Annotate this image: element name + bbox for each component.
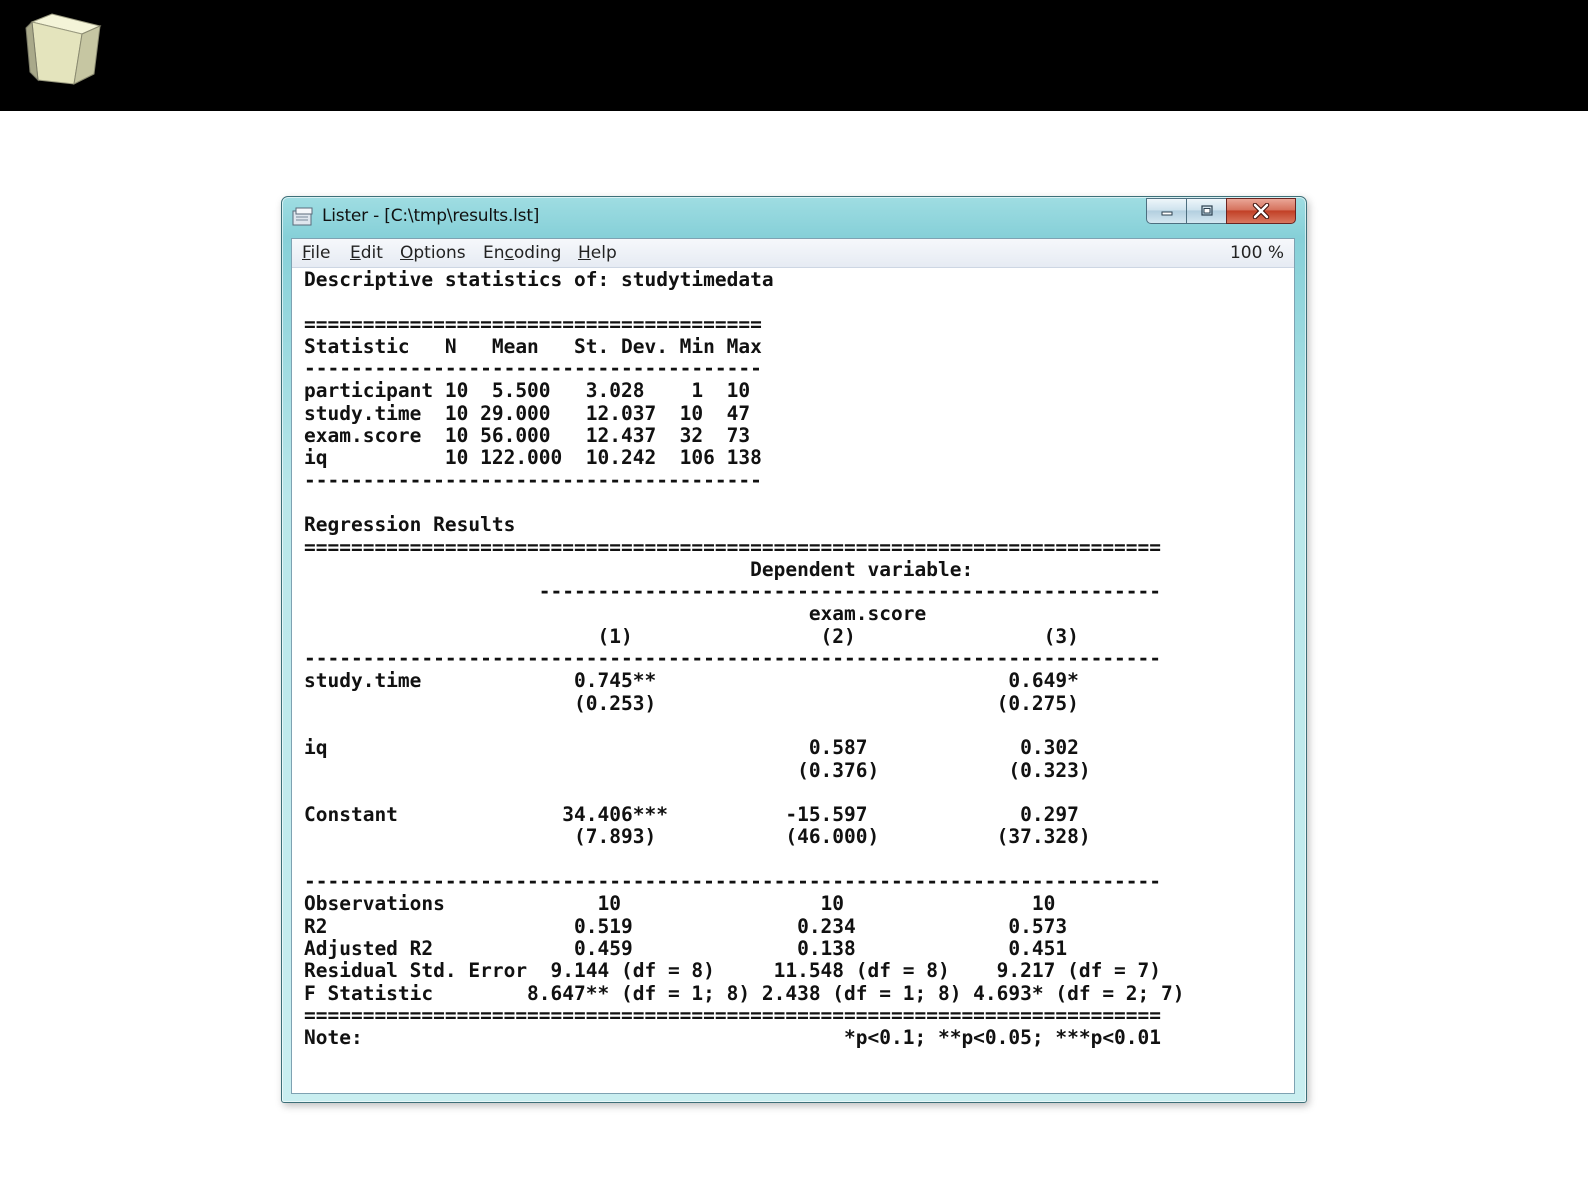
output-line: ------------------------------------------------------------------------- [304,870,1162,894]
output-line [304,291,1185,313]
output-line: exam.score 10 56.000 12.437 32 73 [304,424,751,448]
output-line: (0.376) (0.323) [304,758,1091,782]
output-line: Descriptive statistics of: studytimedata [304,268,774,291]
menu-file[interactable]: File [302,243,331,263]
output-line: exam.score [304,602,927,626]
menu-encoding[interactable]: Encoding [483,243,562,263]
slide-header-bar [0,0,1588,111]
lister-app-icon [292,207,314,227]
output-line: ========================================================================= [304,1003,1162,1027]
output-line: study.time 10 29.000 12.037 10 47 [304,401,751,425]
menu-options[interactable]: Options [400,243,466,263]
output-line: Adjusted R2 0.459 0.138 0.451 [304,936,1068,960]
output-line: Regression Results [304,513,516,537]
caption-buttons [1146,198,1296,225]
maximize-button[interactable] [1186,198,1226,224]
output-line [304,849,1185,871]
maximize-icon [1199,204,1215,218]
menu-edit[interactable]: Edit [350,243,383,263]
minimize-icon [1159,205,1175,217]
output-line: participant 10 5.500 3.028 1 10 [304,379,751,403]
results-text [304,269,1185,1049]
output-line: F Statistic 8.647** (df = 1; 8) 2.438 (df = 1; 8) 4.693* (df = 2; 7) [304,981,1185,1005]
output-line: (0.253) (0.275) [304,691,1079,715]
output-line: iq 10 122.000 10.242 106 138 [304,446,762,470]
zoom-level[interactable]: 100 % [1229,243,1284,263]
close-button[interactable] [1226,198,1296,224]
output-line: R2 0.519 0.234 0.573 [304,914,1068,938]
close-icon [1251,203,1271,219]
output-line: --------------------------------------- [304,357,762,381]
output-line: ------------------------------------------------------------------------- [304,647,1162,671]
output-line: ========================================================================= [304,535,1162,559]
output-line: (7.893) (46.000) (37.328) [304,825,1091,849]
output-line: Constant 34.406*** -15.597 0.297 [304,803,1079,827]
output-line: Note: *p<0.1; **p<0.05; ***p<0.01 [304,1026,1162,1050]
output-line [304,715,1185,737]
output-line: iq 0.587 0.302 [304,736,1079,760]
output-line [304,492,1185,514]
output-line: Observations 10 10 10 [304,892,1056,916]
output-line [304,782,1185,804]
cube-logo-icon [22,12,106,90]
output-line: study.time 0.745** 0.649* [304,669,1079,693]
minimize-button[interactable] [1146,198,1186,224]
output-line: Dependent variable: [304,557,974,581]
output-line: --------------------------------------- [304,468,762,492]
output-line: ======================================= [304,312,762,336]
menu-help[interactable]: Help [578,243,617,263]
output-line: ----------------------------------------------------- [304,580,1162,604]
window-titlebar[interactable] [282,197,1306,237]
output-line: Statistic N Mean St. Dev. Min Max [304,334,762,358]
menu-bar [292,239,1294,268]
window-title: Lister - [C:\tmp\results.lst] [322,206,540,226]
output-line: (1) (2) (3) [304,624,1079,648]
lister-client-area [291,238,1295,1094]
output-line: Residual Std. Error 9.144 (df = 8) 11.548 (df = 8) 9.217 (df = 7) [304,959,1162,983]
lister-window [281,196,1307,1103]
